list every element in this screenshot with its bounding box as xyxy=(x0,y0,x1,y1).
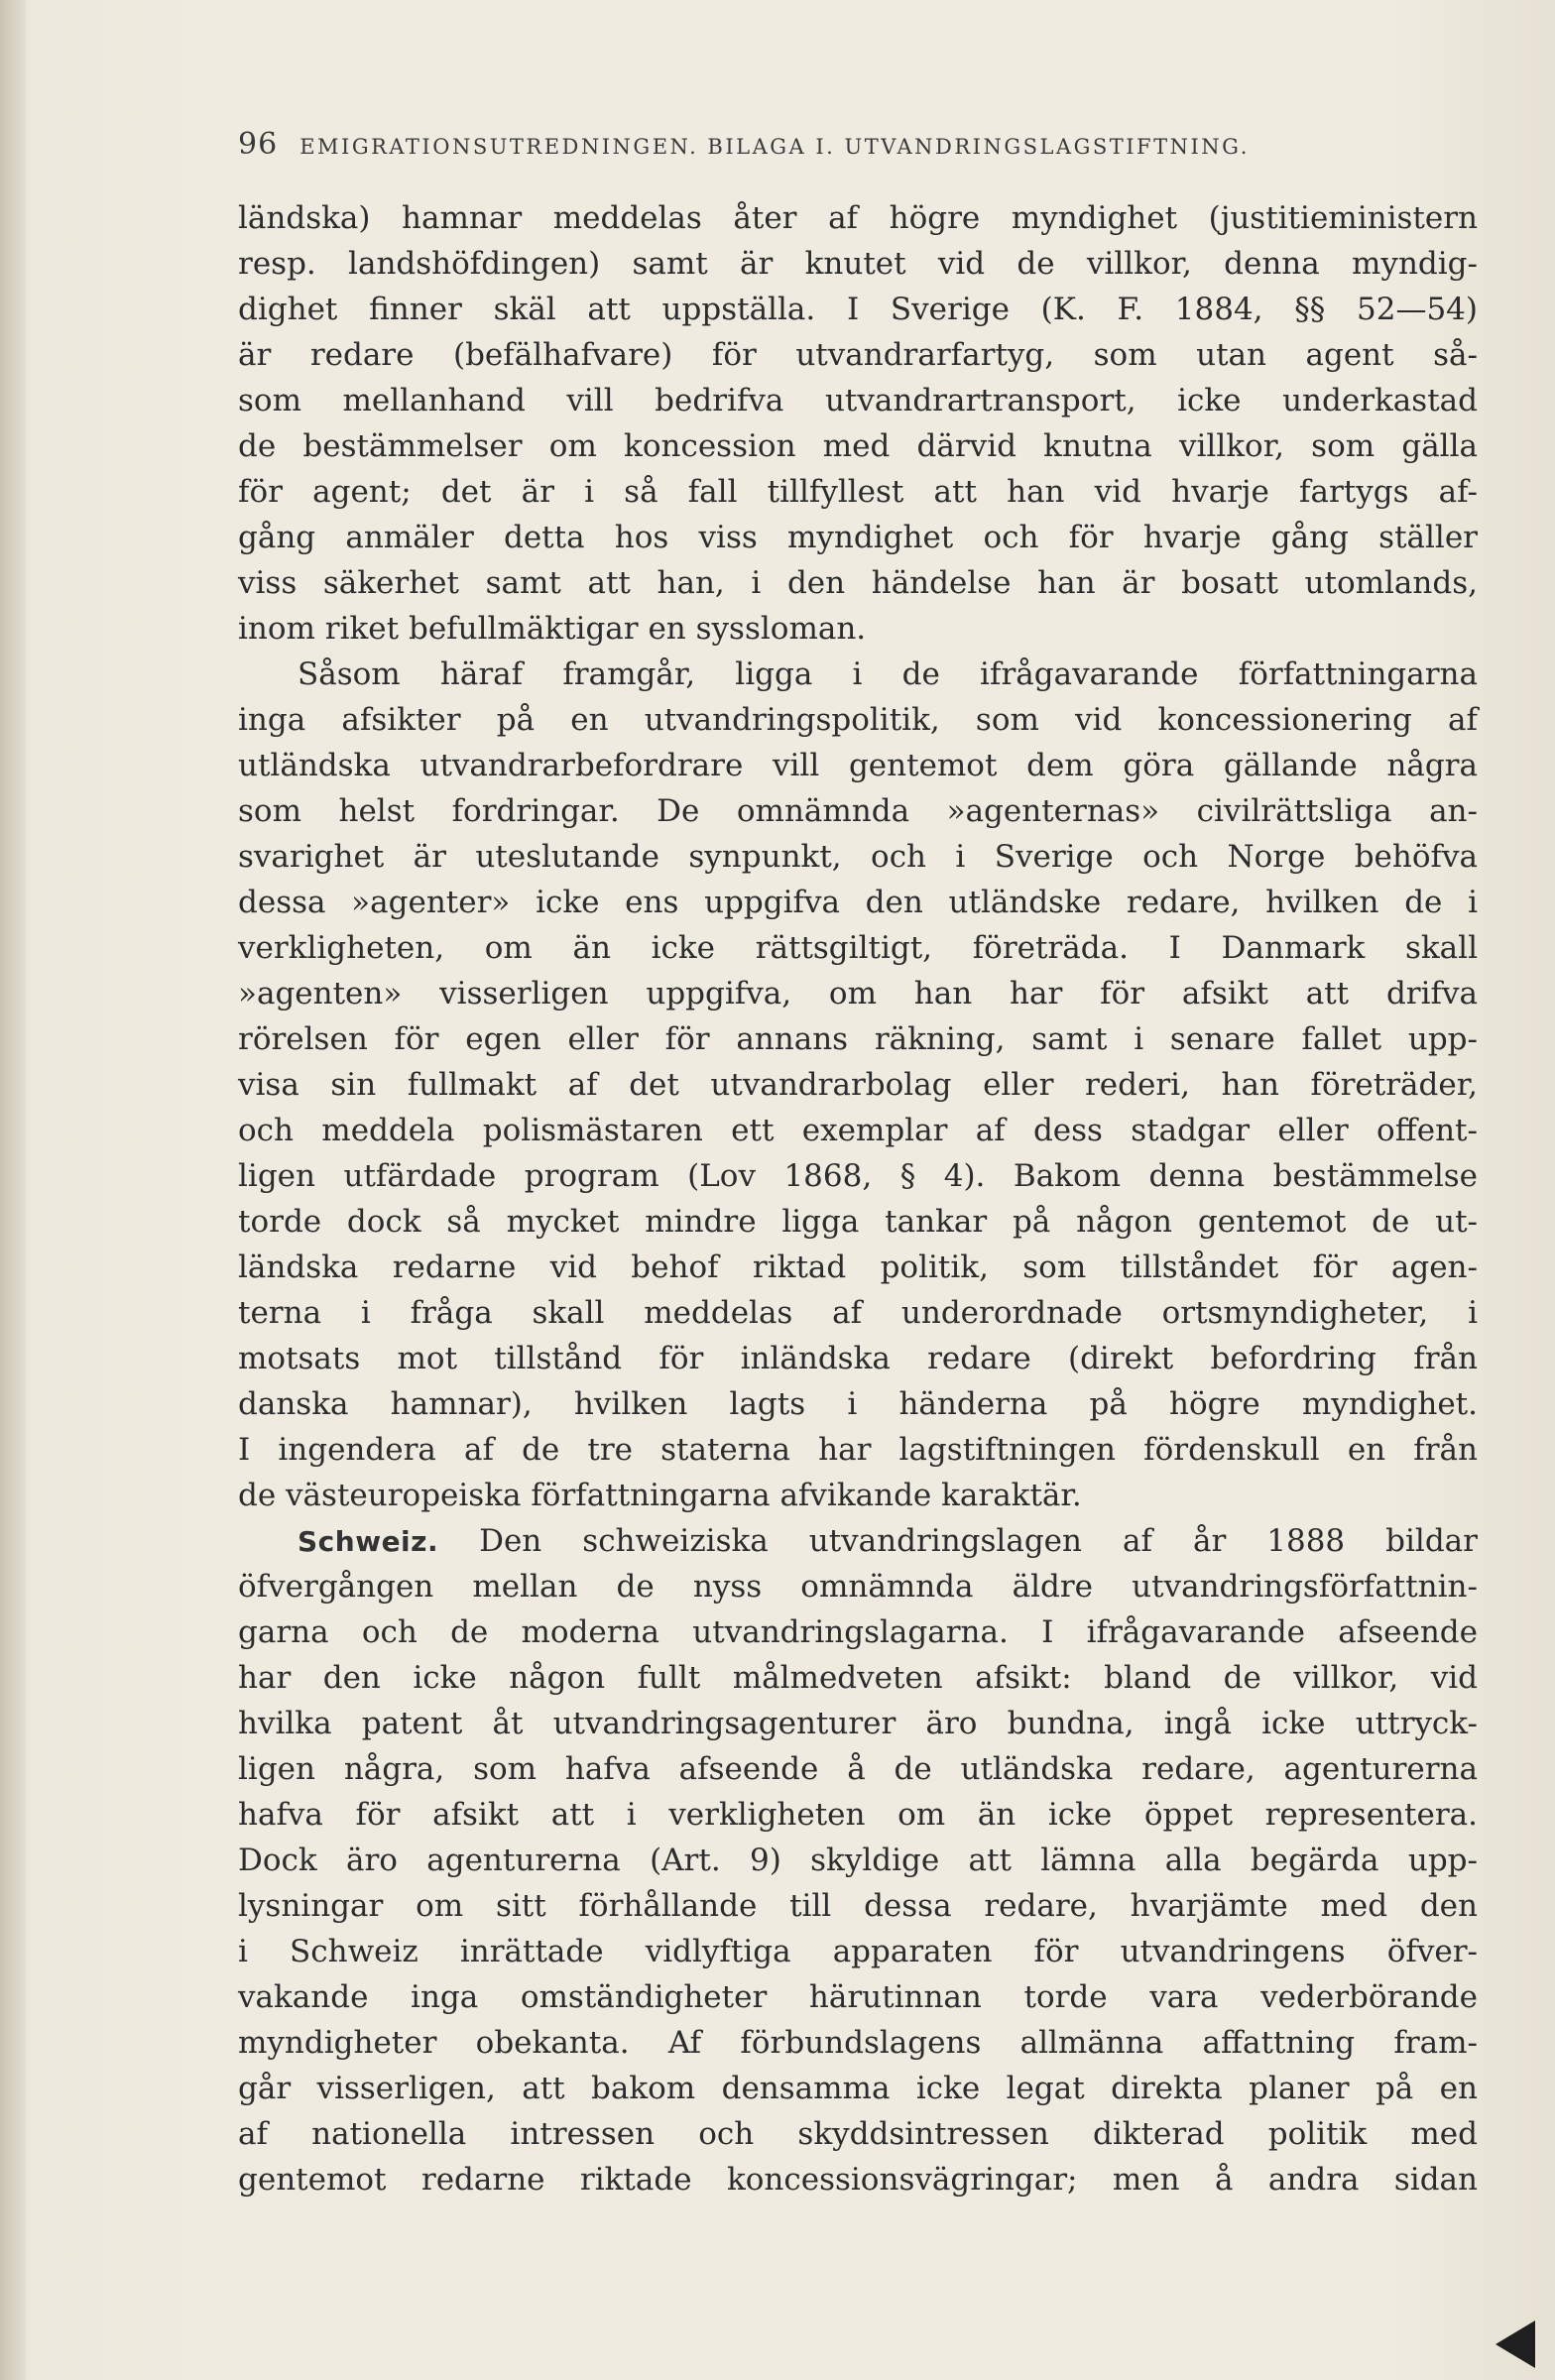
body-text xyxy=(238,195,1478,2202)
text-line: af nationella intressen och skyddsintressen dikterad politik med xyxy=(238,2116,1478,2152)
text-line: danska hamnar), hvilken lagts i händerna på högre myndighet. xyxy=(238,1386,1478,1422)
text-line: som mellanhand vill bedrifva utvandrartransport, icke underkastad xyxy=(238,383,1478,418)
text-line: viss säkerhet samt att han, i den händelse han är bosatt utomlands, xyxy=(238,565,1478,601)
text-line: garna och de moderna utvandringslagarna. I ifrågavarande afseende xyxy=(238,1614,1478,1650)
text-line: ländska) hamnar meddelas åter af högre myndighet (justitieministern xyxy=(238,200,1478,236)
side-heading: Schweiz. xyxy=(298,1525,439,1558)
text-line: torde dock så mycket mindre ligga tankar på någon gentemot de ut- xyxy=(238,1204,1478,1240)
text-line: dessa »agenter» icke ens uppgifva den utländske redare, hvilken de i xyxy=(238,885,1478,920)
text-line: gentemot redarne riktade koncessionsvägringar; men å andra sidan xyxy=(238,2162,1478,2198)
text-line: visa sin fullmakt af det utvandrarbolag eller rederi, han företräder, xyxy=(238,1067,1478,1103)
text-line: rörelsen för egen eller för annans räkning, samt i senare fallet upp- xyxy=(238,1021,1478,1057)
text-line: Dock äro agenturerna (Art. 9) skyldige att lämna alla begärda upp- xyxy=(238,1843,1478,1878)
text-line: de bestämmelser om koncession med därvid knutna villkor, som gälla xyxy=(238,428,1478,464)
running-head: EMIGRATIONSUTREDNINGEN. BILAGA I. UTVANDRINGSLAGSTIFTNING. xyxy=(299,135,1250,159)
text-line: gång anmäler detta hos viss myndighet och för hvarje gång ställer xyxy=(238,520,1478,555)
text-line: verkligheten, om än icke rättsgiltigt, företräda. I Danmark skall xyxy=(238,930,1478,966)
text-line: resp. landshöfdingen) samt är knutet vid de villkor, denna myndig- xyxy=(238,246,1478,282)
text-line: myndigheter obekanta. Af förbundslagens allmänna affattning fram- xyxy=(238,2025,1478,2061)
text-line: går visserligen, att bakom densamma icke legat direkta planer på en xyxy=(238,2071,1478,2106)
text-line: vakande inga omständigheter härutinnan torde vara vederbörande xyxy=(238,1979,1478,2015)
text-line: inom riket befullmäktigar en syssloman. xyxy=(238,611,867,647)
text-line: är redare (befälhafvare) för utvandrarfartyg, som utan agent så- xyxy=(238,337,1478,373)
text-line: har den icke någon fullt målmedveten afsikt: bland de villkor, vid xyxy=(238,1660,1478,1696)
text-line: ländska redarne vid behof riktad politik, som tillståndet för agen- xyxy=(238,1250,1478,1285)
text-line: svarighet är uteslutande synpunkt, och i Sverige och Norge behöfva xyxy=(238,839,1478,875)
text-line: dighet finner skäl att uppställa. I Sverige (K. F. 1884, §§ 52—54) xyxy=(238,292,1478,327)
page-binding-edge xyxy=(0,0,26,2380)
text-line: i Schweiz inrättade vidlyftiga apparaten för utvandringens öfver- xyxy=(238,1934,1478,1969)
text-line: ligen utfärdade program (Lov 1868, § 4). Bakom denna bestämmelse xyxy=(238,1158,1478,1194)
text-line: motsats mot tillstånd för inländska redare (direkt befordring från xyxy=(238,1341,1478,1376)
text-line: som helst fordringar. De omnämnda »agenternas» civilrättsliga an- xyxy=(238,793,1478,829)
text-line: lysningar om sitt förhållande till dessa redare, hvarjämte med den xyxy=(238,1888,1478,1924)
text-line: Såsom häraf framgår, ligga i de ifrågavarande författningarna xyxy=(298,656,1478,692)
text-line: inga afsikter på en utvandringspolitik, som vid koncessionering af xyxy=(238,702,1478,738)
text-line: terna i fråga skall meddelas af underordnade ortsmyndigheter, i xyxy=(238,1295,1478,1331)
text-line: utländska utvandrarbefordrare vill gentemot dem göra gällande några xyxy=(238,748,1478,783)
page-header xyxy=(238,127,1448,167)
text-line-with-side-heading xyxy=(238,1518,1478,1564)
page-number: 96 xyxy=(238,127,279,162)
text-line: ligen några, som hafva afseende å de utländska redare, agenturerna xyxy=(238,1751,1478,1787)
page-corner-arrow-icon xyxy=(1495,2320,1535,2368)
text-line: de västeuropeiska författningarna afvikande karaktär. xyxy=(238,1478,1082,1513)
text-line: hafva för afsikt att i verkligheten om än icke öppet representera. xyxy=(238,1797,1478,1833)
text-line: »agenten» visserligen uppgifva, om han har för afsikt att drifva xyxy=(238,976,1478,1012)
text-line: för agent; det är i så fall tillfyllest att han vid hvarje fartygs af- xyxy=(238,474,1478,510)
text-line: och meddela polismästaren ett exemplar af dess stadgar eller offent- xyxy=(238,1113,1478,1148)
text-line: hvilka patent åt utvandringsagenturer äro bundna, ingå icke uttryck- xyxy=(238,1706,1478,1741)
text-line: öfvergången mellan de nyss omnämnda äldre utvandringsförfattnin- xyxy=(238,1569,1478,1605)
text-line: I ingendera af de tre staterna har lagstiftningen fördenskull en från xyxy=(238,1432,1478,1468)
text-line: Den schweiziska utvandringslagen af år 1888 bildar xyxy=(479,1523,1478,1559)
